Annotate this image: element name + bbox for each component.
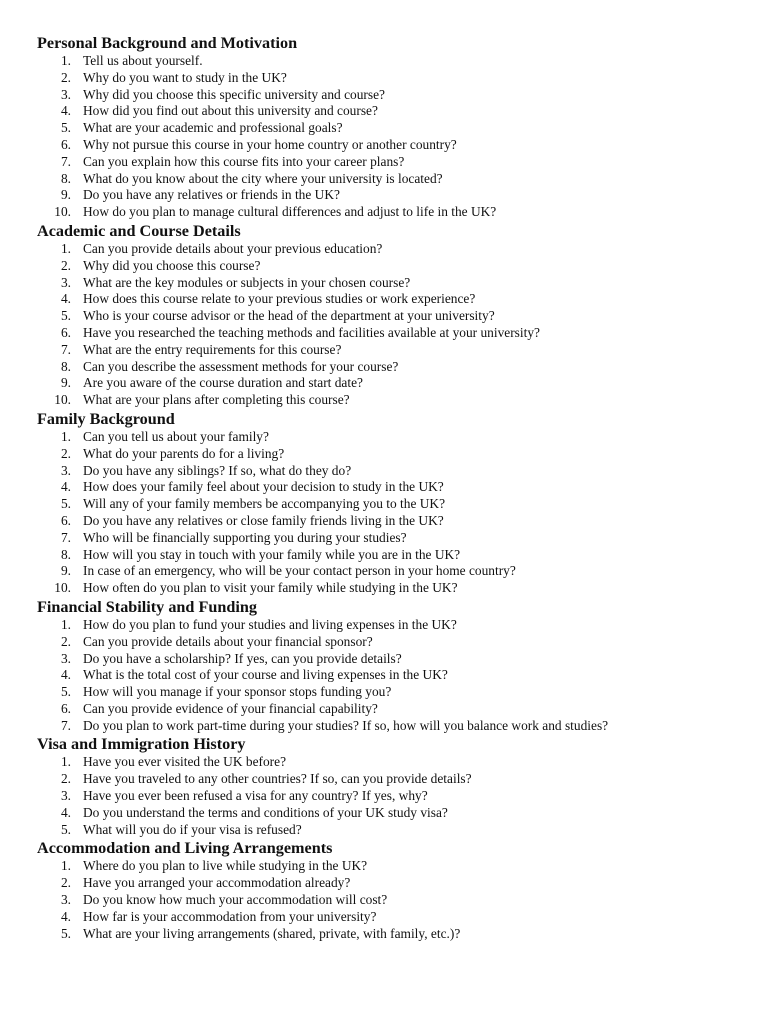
question-number: 6. [60,700,71,716]
question-number: 4. [60,908,71,924]
question-item [37,463,768,480]
question-text: Who will be financially supporting you during your studies? [83,529,407,545]
question-item [37,204,768,221]
question-text: Do you have any siblings? If so, what do they do? [83,462,352,478]
question-number: 1. [60,240,71,256]
question-item [37,822,768,839]
question-number: 5. [60,821,71,837]
question-item [37,718,768,735]
question-number: 3. [60,274,71,290]
section-title: Family Background [37,409,175,428]
question-item [37,892,768,909]
section [37,409,768,597]
question-text: Have you ever visited the UK before? [83,754,287,770]
question-number: 3. [60,462,71,478]
question-item [37,154,768,171]
question-text: What are your living arrangements (shared, private, with family, etc.)? [83,925,461,941]
question-text: Why do you want to study in the UK? [83,69,287,85]
question-text: Have you traveled to any other countries? If so, can you provide details? [83,771,472,787]
question-number: 6. [60,324,71,340]
question-text: Do you have a scholarship? If yes, can you provide details? [83,650,402,666]
question-number: 7. [60,341,71,357]
question-item [37,53,768,70]
question-text: What do you know about the city where your university is located? [83,170,443,186]
question-number: 9. [60,187,71,203]
question-item [37,530,768,547]
question-item [37,547,768,564]
question-number: 2. [60,875,71,891]
question-number: 4. [60,479,71,495]
question-number: 3. [60,650,71,666]
section [37,33,768,221]
section [37,838,768,942]
section-title: Personal Background and Motivation [37,34,298,52]
question-text: Do you know how much your accommodation will cost? [83,892,388,908]
question-text: Who is your course advisor or the head of the department at your university? [83,308,495,324]
question-text: Have you ever been refused a visa for any country? If yes, why? [83,788,428,804]
question-text: How often do you plan to visit your family while studying in the UK? [83,580,458,596]
question-number: 3. [60,892,71,908]
question-item [37,634,768,651]
question-item [37,563,768,580]
question-item [37,580,768,597]
question-number: 1. [60,858,71,874]
question-text: Tell us about yourself. [83,53,203,68]
question-text: Can you provide evidence of your financial capability? [83,700,378,716]
question-text: Why did you choose this specific university and course? [83,86,385,102]
section-title: Academic and Course Details [37,221,241,240]
question-item [37,858,768,875]
question-number: 2. [60,633,71,649]
question-text: Can you provide details about your financial sponsor? [83,633,373,649]
question-number: 6. [60,136,71,152]
question-number: 6. [60,512,71,528]
question-number: 7. [60,717,71,733]
question-number: 5. [60,308,71,324]
question-item [37,308,768,325]
question-item [37,342,768,359]
question-number: 1. [60,428,71,444]
question-number: 10. [54,580,71,596]
question-text: Can you explain how this course fits into your career plans? [83,153,405,169]
question-text: What will you do if your visa is refused? [83,821,302,837]
question-item [37,701,768,718]
question-number: 5. [60,925,71,941]
question-item [37,429,768,446]
question-number: 4. [60,103,71,119]
question-number: 8. [60,358,71,374]
question-text: Can you provide details about your previous education? [83,240,383,256]
question-text: Do you have any relatives or close family friends living in the UK? [83,512,444,528]
question-number: 1. [60,754,71,770]
section [37,221,768,409]
question-text: Why did you choose this course? [83,257,261,273]
question-list [37,754,768,838]
question-item [37,325,768,342]
question-text: Can you describe the assessment methods for your course? [83,358,399,374]
question-item [37,651,768,668]
question-item [37,909,768,926]
question-item [37,171,768,188]
question-text: What do your parents do for a living? [83,445,285,461]
question-item [37,103,768,120]
question-item [37,275,768,292]
question-text: What are the key modules or subjects in your chosen course? [83,274,411,290]
question-number: 4. [60,291,71,307]
question-text: How do you plan to manage cultural differences and adjust to life in the UK? [83,204,497,220]
question-number: 1. [60,53,71,68]
question-item [37,617,768,634]
question-text: How will you manage if your sponsor stops funding you? [83,684,392,700]
question-item [37,446,768,463]
question-number: 8. [60,170,71,186]
question-item [37,926,768,943]
section-title: Visa and Immigration History [37,735,246,754]
question-text: How did you find out about this university and course? [83,103,378,119]
question-text: Can you tell us about your family? [83,428,269,444]
question-list [37,858,768,942]
question-text: Do you plan to work part-time during your studies? If so, how will you balance work and studies? [83,717,609,733]
question-number: 2. [60,257,71,273]
question-item [37,70,768,87]
question-number: 5. [60,120,71,136]
question-item [37,120,768,137]
question-item [37,788,768,805]
question-item [37,875,768,892]
section [37,597,768,735]
question-item [37,667,768,684]
question-text: What is the total cost of your course and living expenses in the UK? [83,667,448,683]
question-item [37,241,768,258]
question-list [37,617,768,735]
question-item [37,392,768,409]
section-title: Accommodation and Living Arrangements [37,839,333,858]
question-number: 5. [60,684,71,700]
question-item [37,684,768,701]
question-number: 2. [60,69,71,85]
question-text: In case of an emergency, who will be your contact person in your home country? [83,563,516,579]
question-item [37,87,768,104]
question-number: 10. [54,392,71,408]
question-number: 10. [54,204,71,220]
question-text: What are the entry requirements for this course? [83,341,342,357]
question-item [37,359,768,376]
question-text: How does this course relate to your previous studies or work experience? [83,291,476,307]
question-item [37,375,768,392]
question-item [37,258,768,275]
question-list [37,53,768,221]
question-number: 7. [60,153,71,169]
question-number: 1. [60,616,71,632]
question-item [37,754,768,771]
section-title: Financial Stability and Funding [37,597,257,616]
question-number: 4. [60,804,71,820]
question-number: 3. [60,86,71,102]
question-text: Do you have any relatives or friends in the UK? [83,187,340,203]
question-text: Where do you plan to live while studying in the UK? [83,858,368,874]
question-list [37,241,768,409]
question-text: Are you aware of the course duration and start date? [83,375,363,391]
question-text: How will you stay in touch with your family while you are in the UK? [83,546,461,562]
question-list [37,429,768,597]
question-number: 9. [60,375,71,391]
section [37,734,768,838]
question-item [37,187,768,204]
question-number: 2. [60,445,71,461]
question-number: 3. [60,788,71,804]
question-item [37,513,768,530]
question-text: How does your family feel about your decision to study in the UK? [83,479,444,495]
question-text: How far is your accommodation from your university? [83,908,377,924]
question-number: 9. [60,563,71,579]
question-item [37,496,768,513]
question-text: Will any of your family members be accompanying you to the UK? [83,496,446,512]
question-text: What are your plans after completing this course? [83,392,350,408]
question-text: Have you researched the teaching methods and facilities available at your university? [83,324,540,340]
question-number: 4. [60,667,71,683]
question-text: How do you plan to fund your studies and living expenses in the UK? [83,616,457,632]
question-item [37,771,768,788]
question-number: 2. [60,771,71,787]
question-item [37,137,768,154]
question-text: Why not pursue this course in your home country or another country? [83,136,457,152]
question-text: Have you arranged your accommodation already? [83,875,351,891]
question-number: 5. [60,496,71,512]
question-text: Do you understand the terms and conditions of your UK study visa? [83,804,448,820]
question-number: 8. [60,546,71,562]
question-text: What are your academic and professional goals? [83,120,343,136]
question-item [37,805,768,822]
question-item [37,291,768,308]
question-item [37,479,768,496]
question-number: 7. [60,529,71,545]
